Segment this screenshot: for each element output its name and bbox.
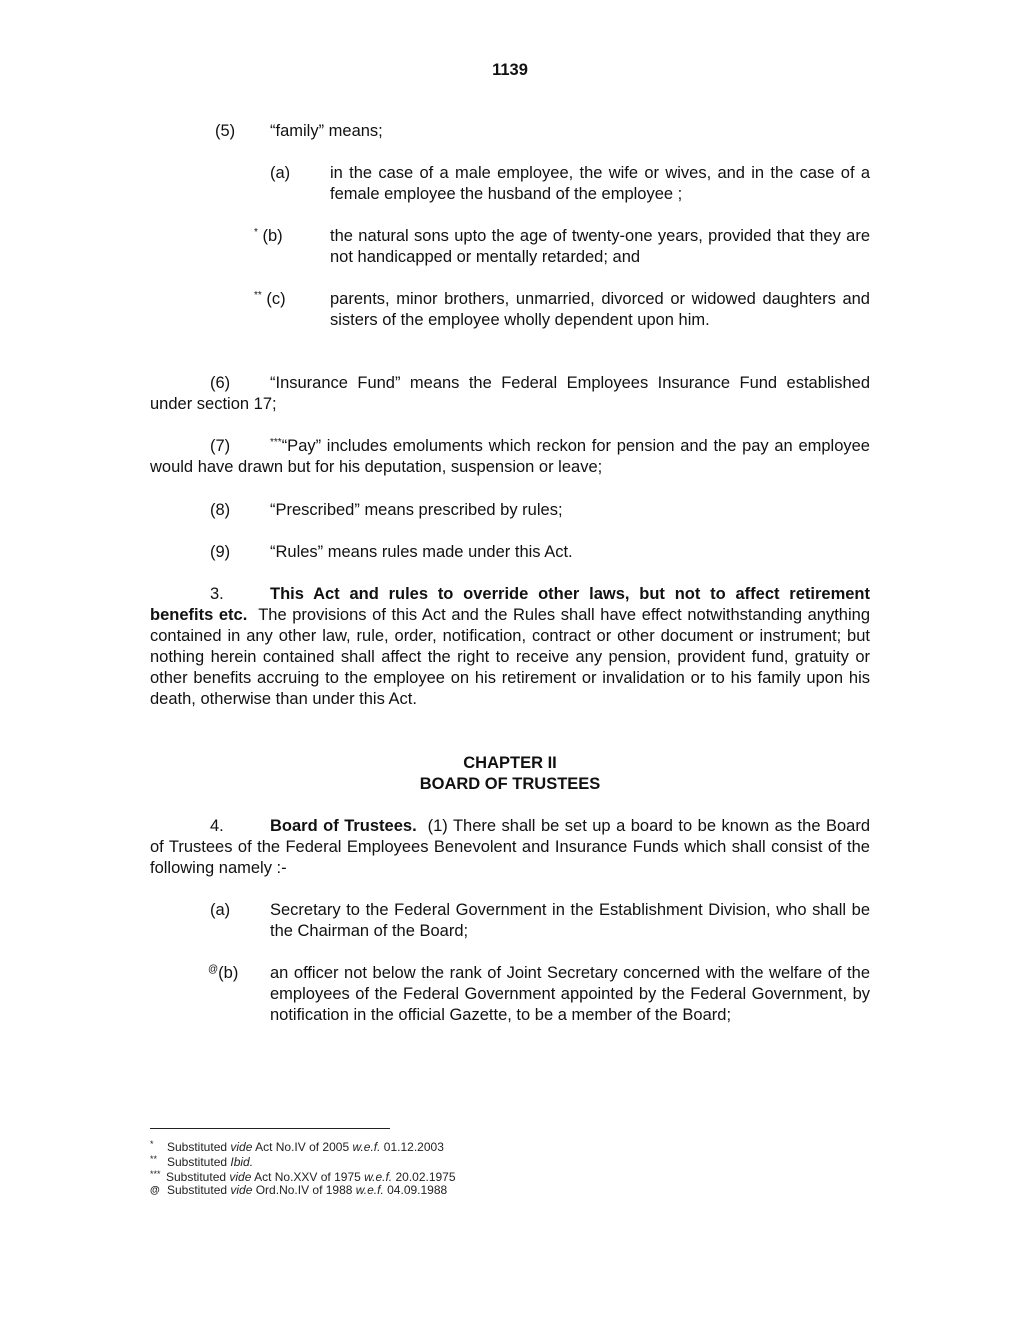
def5-b-label-wrap (254, 226, 283, 247)
def6-number: (6) (210, 374, 231, 392)
def9-text: “Rules” means rules made under this Act. (270, 543, 573, 561)
sec4-b-label: (b) (218, 964, 239, 982)
footnote-text: 20.02.1975 (392, 1170, 456, 1184)
section-3-text: The provisions of this Act and the Rules shall have effect notwithstanding anything contained in any other law, rule, order, notification, contract or other document or instrument; but nothing herein contained shall affect the right to receive any pension, provident fund, gratuity or other benefits accruing to the employee on his retirement or invalidation or to his family upon his death, otherwise than under this Act. (150, 606, 871, 708)
footnote (150, 1183, 447, 1199)
section-3 (150, 584, 870, 710)
footnote-text: Substituted (167, 1140, 231, 1154)
section-4 (150, 816, 870, 879)
section-4-number: 4. (210, 817, 224, 835)
footnote-marker: *** (270, 437, 282, 448)
def7-paragraph (150, 436, 870, 478)
sec4-a-text: Secretary to the Federal Government in the Establishment Division, who shall be the Chairman of the Board; (270, 901, 870, 940)
footnote-marker: @ (208, 964, 219, 975)
footnote-marker: @ (150, 1185, 160, 1196)
sec4-b-text: an officer not below the rank of Joint Secretary concerned with the welfare of the employees of the Federal Government appointed by the Federal Government, by notification in the official Gazette, to be a member of the Board; (270, 964, 870, 1024)
chapter-title: BOARD OF TRUSTEES (419, 775, 601, 793)
def5-a-text: in the case of a male employee, the wife or wives, and in the case of a female employee the husband of the employee ; (330, 164, 870, 203)
footnote-divider (150, 1128, 390, 1129)
def7-text: “Pay” includes emoluments which reckon for pension and the pay an employee would have drawn but for his deputation, suspension or leave; (150, 437, 870, 476)
section-3-heading: This Act and rules to override other laws, but not to affect retirement benefits etc. (150, 585, 870, 624)
footnote-marker: * (150, 1139, 154, 1149)
footnote-text: Act No.XXV of 1975 (251, 1170, 365, 1184)
def7-number: (7) (210, 437, 231, 455)
def5-c-label: (c) (266, 290, 286, 308)
def5-number: (5) (215, 122, 236, 140)
footnote-italic: Ibid. (230, 1155, 254, 1169)
footnote-italic: w.e.f. (355, 1183, 384, 1197)
footnote-italic: w.e.f. (352, 1140, 381, 1154)
footnote-marker: ** (254, 290, 262, 301)
footnote-marker: ** (150, 1154, 158, 1164)
footnote-text: Ord.No.IV of 1988 (252, 1183, 356, 1197)
footnote-marker: * (254, 227, 258, 238)
def5-c-text: parents, minor brothers, unmarried, divorced or widowed daughters and sisters of the employee wholly dependent upon him. (330, 290, 870, 329)
def8-text: “Prescribed” means prescribed by rules; (270, 501, 563, 519)
footnote-text: Substituted (166, 1170, 230, 1184)
section-3-number: 3. (210, 585, 224, 603)
chapter-number: CHAPTER II (463, 754, 557, 772)
sec4-b-label-wrap (208, 963, 238, 984)
footnote-text: 04.09.1988 (383, 1183, 448, 1197)
def5-text: “family” means; (270, 122, 383, 140)
footnote-italic: vide (229, 1170, 252, 1184)
def6-text: “Insurance Fund” means the Federal Employees Insurance Fund established under section 17; (150, 374, 870, 413)
footnote-italic: vide (230, 1140, 253, 1154)
footnote-text: Act No.IV of 2005 (252, 1140, 353, 1154)
section-4-text: (1) There shall be set up a board to be known as the Board of Trustees of the Federal Employees Benevolent and Insurance Funds which shall consist of the following namely :- (150, 817, 870, 877)
footnote-italic: w.e.f. (364, 1170, 393, 1184)
def5-a-label: (a) (270, 164, 291, 182)
footnote-marker: *** (150, 1169, 161, 1179)
def8-number: (8) (210, 501, 231, 519)
footnote-text: Substituted (167, 1183, 231, 1197)
def5-b-text: the natural sons upto the age of twenty-one years, provided that they are not handicapped or mentally retarded; and (330, 227, 870, 266)
def9-number: (9) (210, 543, 231, 561)
def6-paragraph (150, 373, 870, 415)
footnote-italic: vide (230, 1183, 253, 1197)
def5-c-label-wrap (254, 289, 286, 310)
def5-b-label: (b) (262, 227, 283, 245)
page-number: 1139 (492, 61, 528, 79)
footnote-text: 01.12.2003 (380, 1140, 444, 1154)
section-4-heading: Board of Trustees. (270, 817, 417, 835)
sec4-a-label: (a) (210, 901, 231, 919)
footnote-text: Substituted (167, 1155, 231, 1169)
